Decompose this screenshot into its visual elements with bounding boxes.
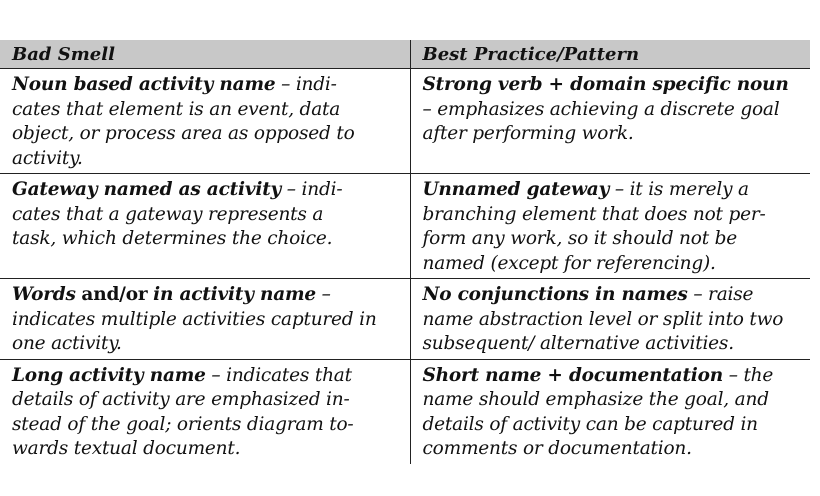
- bad-smell-desc: wards textual document.: [12, 438, 241, 459]
- bad-smell-desc: activity.: [12, 147, 83, 169]
- best-practice-desc: after performing work.: [422, 123, 634, 144]
- bad-smells-table: [0, 40, 810, 464]
- best-practice-desc: named (except for referencing).: [422, 252, 716, 274]
- header-bad-smell: Bad Smell: [0, 40, 410, 69]
- best-practice-cell: [410, 279, 810, 360]
- best-practice-desc: form any work, so it should not be: [422, 228, 738, 249]
- best-practice-desc: name abstraction level or split into two: [422, 308, 784, 330]
- best-practice-desc: – emphasizes achieving a discrete goal: [422, 98, 780, 120]
- best-practice-cell: [410, 359, 810, 464]
- table-row: [0, 359, 810, 464]
- bad-smell-desc: – indi-: [281, 74, 337, 95]
- best-practice-desc: details of activity can be captured in: [422, 413, 758, 435]
- best-practice-desc: subsequent/ alternative activities.: [422, 333, 734, 354]
- bad-smell-desc: object, or process area as opposed to: [12, 123, 355, 144]
- best-practice-desc: comments or documentation.: [422, 438, 692, 459]
- bad-smell-term: in activity name: [153, 284, 316, 305]
- bad-smell-desc: – indi-: [286, 179, 343, 200]
- bad-smell-cell: [0, 174, 410, 279]
- best-practice-term: Short name + documentation: [422, 364, 724, 386]
- bad-smell-desc: indicates multiple activities captured in: [12, 308, 377, 330]
- best-practice-desc: – the: [728, 364, 774, 386]
- bad-smell-term-plain: and/or: [81, 284, 148, 305]
- table-row: [0, 174, 810, 279]
- best-practice-term: Strong verb + domain specific noun: [422, 74, 789, 95]
- bad-smell-term: Long activity name: [12, 364, 206, 386]
- best-practice-desc: name should emphasize the goal, and: [422, 389, 769, 410]
- table-row: [0, 279, 810, 360]
- table-row: [0, 69, 810, 174]
- bad-smell-desc: – indicates that: [211, 364, 352, 386]
- best-practice-cell: [410, 69, 810, 174]
- bad-smell-term: Words: [12, 284, 76, 305]
- best-practice-desc: – raise: [693, 284, 754, 305]
- bad-smell-term: Noun based activity name: [12, 74, 276, 95]
- best-practice-desc: – it is merely a: [614, 179, 749, 200]
- bad-smell-term: Gateway named as activity: [12, 179, 282, 200]
- best-practice-term: Unnamed gateway: [422, 179, 610, 200]
- bad-smell-desc: cates that a gateway represents a: [12, 203, 324, 225]
- bad-smell-cell: [0, 279, 410, 360]
- bad-smell-desc: –: [321, 284, 331, 305]
- bad-smell-cell: [0, 69, 410, 174]
- bad-smell-desc: details of activity are emphasized in-: [12, 389, 350, 410]
- bad-smell-desc: one activity.: [12, 333, 122, 354]
- best-practice-desc: branching element that does not per-: [422, 203, 766, 225]
- table-header-row: [0, 40, 810, 69]
- bad-smell-cell: [0, 359, 410, 464]
- best-practice-term: No conjunctions in names: [422, 284, 688, 305]
- bad-smell-desc: cates that element is an event, data: [12, 98, 341, 120]
- bad-smell-desc: stead of the goal; orients diagram to-: [12, 413, 354, 435]
- bad-smell-desc: task, which determines the choice.: [12, 228, 333, 249]
- bad-smells-table-container: [0, 40, 810, 464]
- best-practice-cell: [410, 174, 810, 279]
- header-best-practice: Best Practice/Pattern: [410, 40, 810, 69]
